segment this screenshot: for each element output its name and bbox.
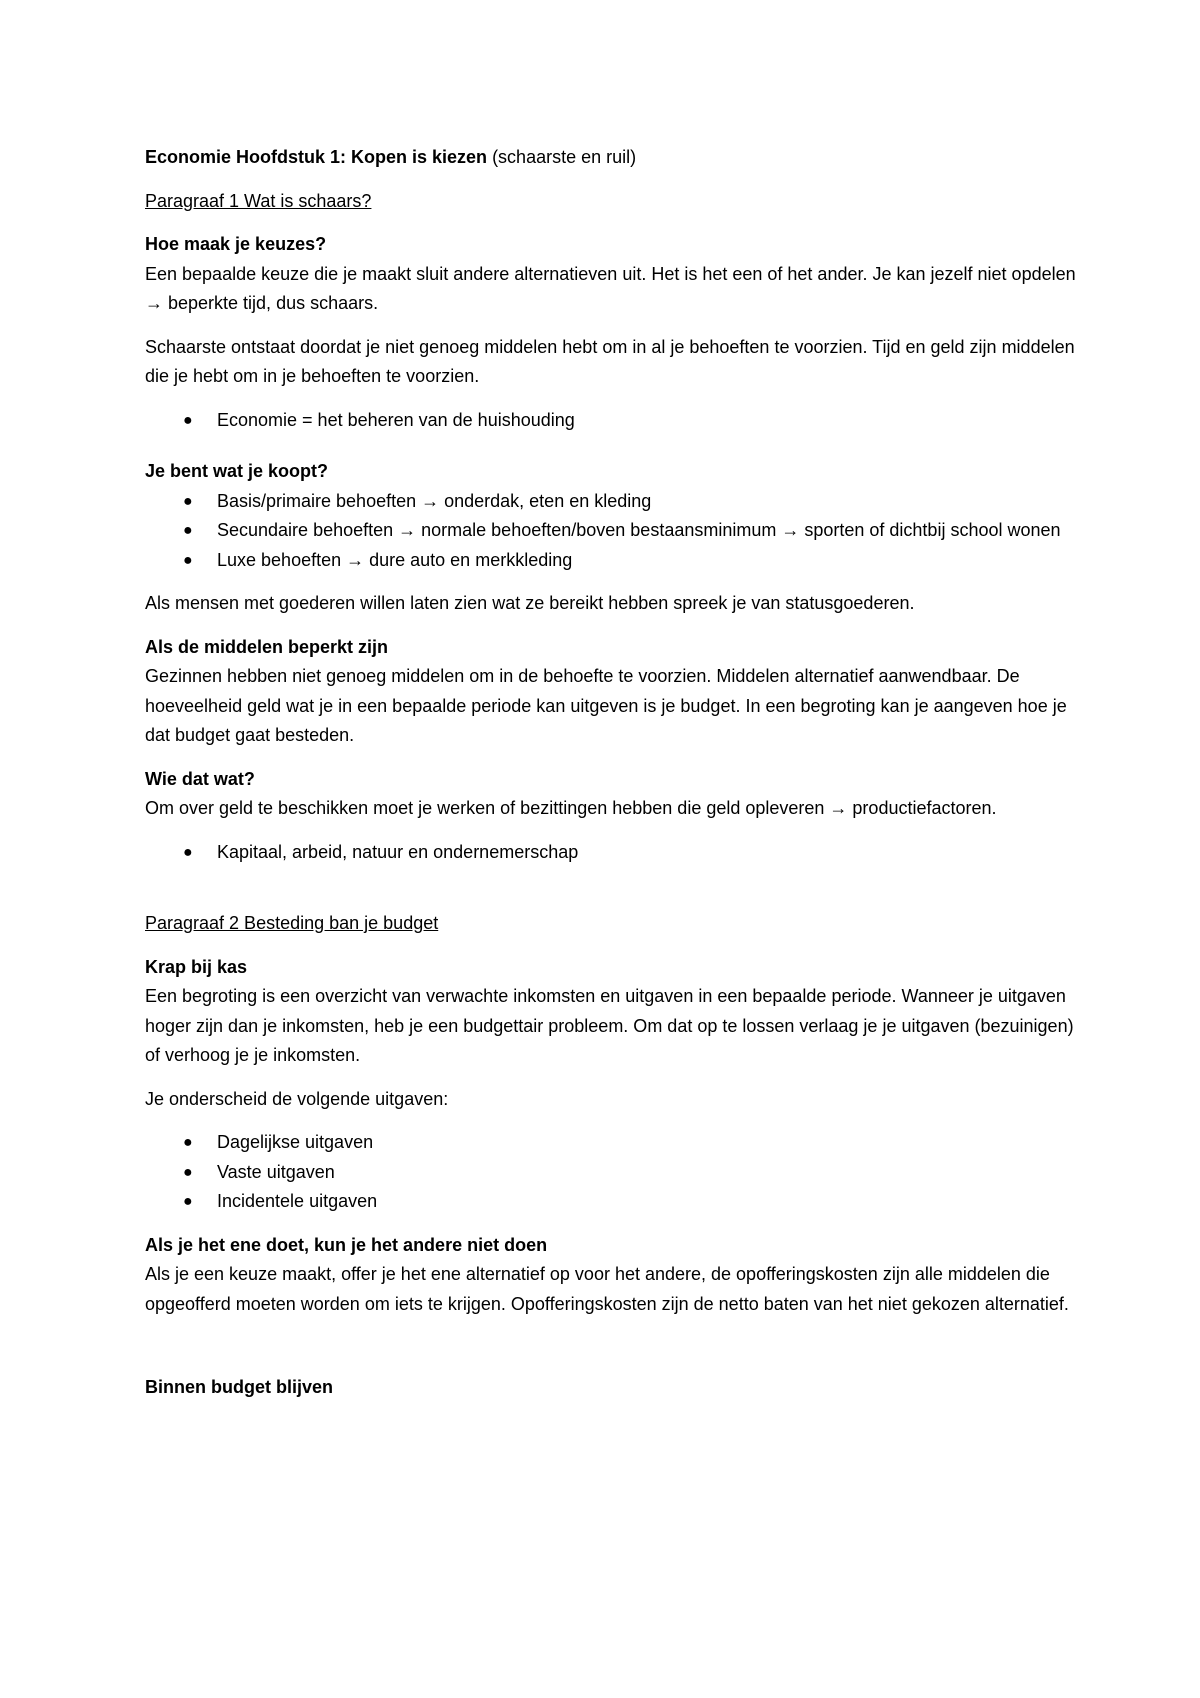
subheading-middelen: Als de middelen beperkt zijn <box>145 636 389 657</box>
text-status: Als mensen met goederen willen laten zien wat ze bereikt hebben spreek je van statusgoederen. <box>145 593 915 613</box>
text-ene: Als je een keuze maakt, offer je het ene alternatief op voor het andere, de opofferingskosten zijn alle middelen die opgeofferd moeten worden om iets te krijgen. Opofferingskosten zijn de netto baten van het niet gekozen alternatief. <box>145 1264 1069 1314</box>
subheading-wie: Wie dat wat? <box>145 768 255 789</box>
subheading-binnen: Binnen budget blijven <box>145 1377 333 1397</box>
block-middelen <box>145 633 1080 751</box>
list-item: ● Incidentele uitgaven <box>145 1187 1080 1217</box>
bullet-icon: ● <box>183 522 193 539</box>
list-economie <box>145 406 1080 436</box>
bullet-icon: ● <box>183 843 193 861</box>
text-kas: Een begroting is een overzicht van verwachte inkomsten en uitgaven in een bepaalde periode. Wanneer je uitgaven hoger zijn dan je inkomsten, heb je een budgettair probleem. Om dat op te lossen verlaag je je uitgaven (bezuinigen) of verhoog je je inkomsten. <box>145 986 1074 1065</box>
list-item: ● Dagelijkse uitgaven <box>145 1128 1080 1158</box>
list-item: ● Economie = het beheren van de huishouding <box>145 406 1080 436</box>
document-title <box>145 143 1080 173</box>
bullet-icon: ● <box>183 411 193 429</box>
text-schaarste: Schaarste ontstaat doordat je niet genoeg middelen hebt om in al je behoeften te voorzien. Tijd en geld zijn middelen die je hebt om in je behoeften te voorzien. <box>145 336 1075 386</box>
bullet-icon: ● <box>183 1163 193 1181</box>
subheading-kas: Krap bij kas <box>145 956 248 977</box>
bullet-icon: ● <box>183 492 193 510</box>
list-item: ● Vaste uitgaven <box>145 1158 1080 1188</box>
text-keuzes: Een bepaalde keuze die je maakt sluit andere alternatieven uit. Het is het een of het ander. Je kan jezelf niet opdelen → beperkte tijd, dus schaars. <box>145 263 1076 313</box>
bullet-icon: ● <box>183 1193 193 1210</box>
subheading-keuzes: Hoe maak je keuzes? <box>145 234 327 254</box>
subheading-koopt: Je bent wat je koopt? <box>145 461 329 481</box>
block-kas <box>145 953 1080 1071</box>
block-keuzes <box>145 230 1080 319</box>
title-suffix: (schaarste en ruil) <box>487 147 637 167</box>
title-bold: Economie Hoofdstuk 1: Kopen is kiezen <box>145 147 488 167</box>
list-item: ● Secundaire behoeften → normale behoeften/boven bestaansminimum → sporten of dichtbij school wonen <box>145 516 1080 546</box>
block-wie <box>145 765 1080 824</box>
text-middelen: Gezinnen hebben niet genoeg middelen om in de behoefte te voorzien. Middelen alternatief aanwendbaar. De hoeveelheid geld wat je in een bepaalde periode kan uitgeven is je budget. In een begroting kan je aangeven hoe je dat budget gaat besteden. <box>145 666 1067 745</box>
list-item: ● Kapitaal, arbeid, natuur en ondernemerschap <box>145 838 1080 868</box>
text-onderscheid: Je onderscheid de volgende uitgaven: <box>145 1088 449 1109</box>
section-heading-paragraaf-2: Paragraaf 2 Besteding ban je budget <box>145 913 439 933</box>
list-behoeften <box>145 487 1080 576</box>
list-item: ● Luxe behoeften → dure auto en merkkleding <box>145 546 1080 576</box>
block-ene <box>145 1231 1080 1320</box>
list-uitgaven <box>145 1128 1080 1217</box>
list-productiefactoren <box>145 838 1080 868</box>
bullet-icon: ● <box>183 551 193 569</box>
bullet-icon: ● <box>183 1134 193 1151</box>
text-wie: Om over geld te beschikken moet je werken of bezittingen hebben die geld opleveren → productiefactoren. <box>145 798 997 818</box>
list-item: ● Basis/primaire behoeften → onderdak, eten en kleding <box>145 487 1080 517</box>
section-heading-paragraaf-1: Paragraaf 1 Wat is schaars? <box>145 190 372 211</box>
subheading-ene: Als je het ene doet, kun je het andere niet doen <box>145 1234 548 1255</box>
